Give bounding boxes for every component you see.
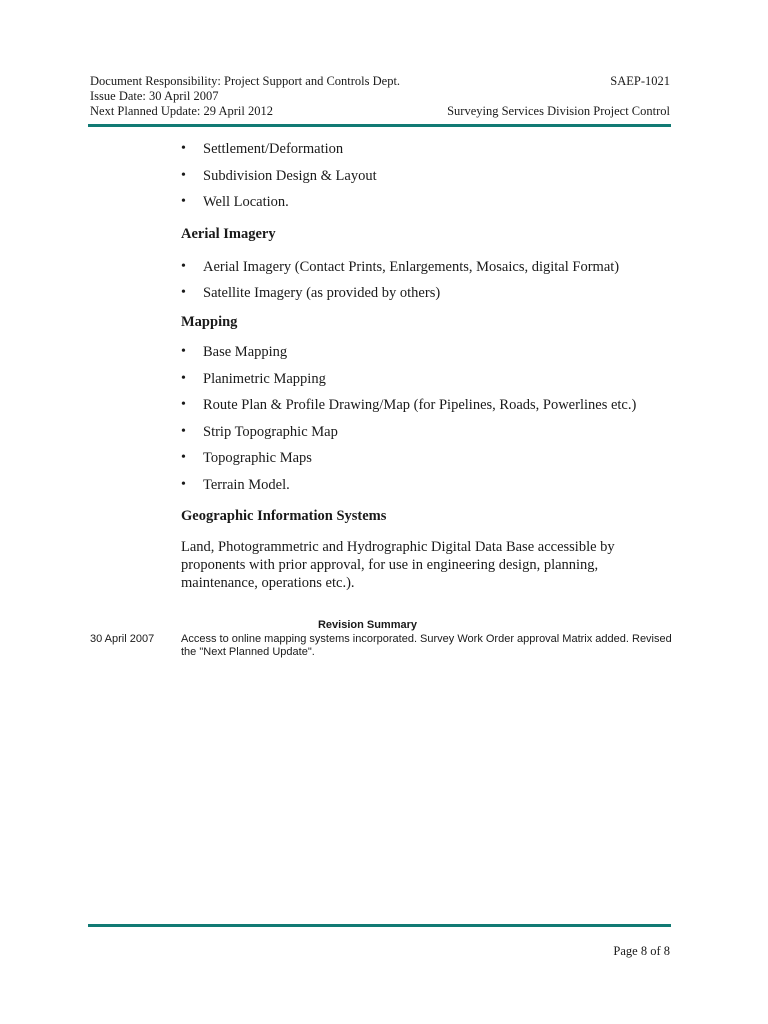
bullet-icon: • xyxy=(181,343,186,359)
bullet-icon: • xyxy=(181,476,186,492)
bullet-icon: • xyxy=(181,450,186,466)
bullet-icon: • xyxy=(181,194,186,210)
document-id: SAEP-1021 xyxy=(610,74,670,88)
document-responsibility: Document Responsibility: Project Support and Controls Dept. xyxy=(90,74,401,88)
heading-mapping: Mapping xyxy=(181,313,238,330)
document-body xyxy=(181,140,681,592)
page-number: Page 8 of 8 xyxy=(613,944,670,958)
issue-date: Issue Date: 30 April 2007 xyxy=(90,89,219,103)
bullet-list-mapping xyxy=(181,343,681,503)
list-item: • Subdivision Design & Layout xyxy=(181,167,377,184)
revision-date: 30 April 2007 xyxy=(90,633,155,645)
list-item: • Settlement/Deformation xyxy=(181,141,344,157)
bullet-icon: • xyxy=(181,370,186,386)
list-item: • Planimetric Mapping xyxy=(181,370,326,387)
gis-paragraph: Land, Photogrammetric and Hydrographic Digital Data Base accessible by proponents with prior approval, for use in engineering design, planning, maintenance, operations etc.). xyxy=(181,538,615,591)
heading-gis: Geographic Information Systems xyxy=(181,507,387,524)
list-item: • Terrain Model. xyxy=(181,476,290,493)
revision-summary-title: Revision Summary xyxy=(317,619,418,631)
bullet-list-aerial xyxy=(181,258,681,311)
list-item: • Satellite Imagery (as provided by others) xyxy=(181,285,441,302)
bullet-icon: • xyxy=(181,285,186,301)
list-item: • Well Location. xyxy=(181,194,289,211)
bullet-icon: • xyxy=(181,141,186,156)
page-header xyxy=(90,74,670,119)
bullet-icon: • xyxy=(181,423,186,439)
bullet-icon: • xyxy=(181,258,186,274)
header-row-2 xyxy=(90,89,670,104)
list-item: • Base Mapping xyxy=(181,343,288,360)
bullet-icon: • xyxy=(181,167,186,183)
footer-divider xyxy=(88,924,671,927)
list-item: • Strip Topographic Map xyxy=(181,423,338,440)
header-row-3 xyxy=(90,104,670,119)
heading-aerial-imagery: Aerial Imagery xyxy=(181,225,276,242)
list-item: • Topographic Maps xyxy=(181,450,312,467)
list-item: • Aerial Imagery (Contact Prints, Enlargements, Mosaics, digital Format) xyxy=(181,258,620,275)
list-item: • Route Plan & Profile Drawing/Map (for Pipelines, Roads, Powerlines etc.) xyxy=(181,397,637,414)
revision-description: Access to online mapping systems incorporated. Survey Work Order approval Matrix added. Revised the "Next Planned Update". xyxy=(181,633,672,658)
header-divider xyxy=(88,124,671,127)
bullet-list-top xyxy=(181,140,681,220)
division-name: Surveying Services Division Project Control xyxy=(447,104,670,118)
bullet-icon: • xyxy=(181,397,186,413)
header-row-1 xyxy=(90,74,670,89)
next-planned-update: Next Planned Update: 29 April 2012 xyxy=(90,104,273,118)
